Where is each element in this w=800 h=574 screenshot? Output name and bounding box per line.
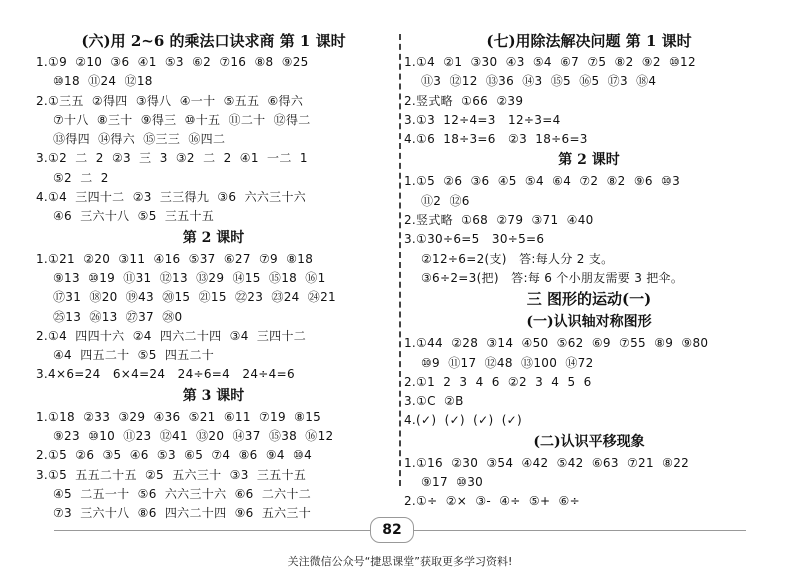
section-title: (六)用 2~6 的乘法口诀求商 第 1 课时	[81, 32, 346, 50]
answer-line: ⑩18 ⑪24 ⑫18	[53, 74, 153, 89]
answer-line: 1.①9 ②10 ③6 ④1 ⑤3 ⑥2 ⑦16 ⑧8 ⑨25	[36, 55, 309, 69]
answer-line: 2.①5 ②6 ③5 ④6 ⑤3 ⑥5 ⑦4 ⑧6 ⑨4 ⑩4	[36, 448, 313, 463]
answer-line: ④4 四五二十 ⑤5 四五二十	[53, 348, 215, 363]
answer-line: 2.①÷ ②× ③- ④÷ ⑤+ ⑥÷	[404, 494, 580, 509]
answer-line: ⑩9 ⑪17 ⑫48 ⑬100 ⑭72	[421, 355, 594, 370]
answer-line: ⑦十八 ⑧三十 ⑨得三 ⑩十五 ⑪二十 ⑫得二	[53, 112, 311, 127]
answer-line: ④5 二五一十 ⑤6 六六三十六 ⑥6 二六十二	[53, 486, 312, 501]
answer-line: ⑤2 二 2	[53, 170, 109, 185]
answer-line: 2.①4 四四十六 ②4 四六二十四 ③4 三四十二	[36, 328, 307, 343]
answer-line: 3.①3 12÷4=3 12÷3=4	[404, 112, 561, 127]
answer-line: 2.①三五 ②得四 ③得八 ④一十 ⑤五五 ⑥得六	[36, 93, 304, 108]
left-column	[36, 30, 391, 524]
page-number: 82	[370, 517, 414, 543]
answer-line: 1.①5 ②6 ③6 ④5 ⑤4 ⑥4 ⑦2 ⑧2 ⑨6 ⑩3	[404, 174, 681, 189]
answer-line: ㉕13 ㉖13 ㉗37 ㉘0	[53, 309, 183, 324]
answer-line: 2.①1 2 3 4 6 ②2 3 4 5 6	[404, 374, 592, 389]
lesson-title: 第 2 课时	[182, 229, 245, 246]
answer-line: ③6÷2=3(把) 答:每 6 个小朋友需要 3 把伞。	[421, 270, 684, 285]
answer-line: 3.①5 五五二十五 ②5 五六三十 ③3 三五十五	[36, 467, 307, 482]
answer-line: ⑪2 ⑫6	[421, 193, 470, 208]
answer-line: 4.(✓) (✓) (✓) (✓)	[404, 413, 523, 428]
answer-line: 1.①16 ②30 ③54 ④42 ⑤42 ⑥63 ⑦21 ⑧22	[404, 455, 690, 470]
answer-line: ④6 三六十八 ⑤5 三五十五	[53, 209, 215, 224]
answer-line: 4.①6 18÷3=6 ②3 18÷6=3	[404, 132, 588, 147]
answer-line: ⑪3 ⑫12 ⑬36 ⑭3 ⑮5 ⑯5 ⑰3 ⑱4	[421, 74, 657, 89]
answer-line: ②12÷6=2(支) 答:每人分 2 支。	[421, 251, 614, 266]
answer-line: 4.①4 三四十二 ②3 三三得九 ③6 六六三十六	[36, 190, 307, 205]
answer-line: 1.①18 ②33 ③29 ④36 ⑤21 ⑥11 ⑦19 ⑧15	[36, 409, 322, 424]
lesson-title: 第 2 课时	[558, 152, 620, 169]
subsection-title: (二)认识平移现象	[533, 433, 645, 450]
answer-line: ⑦3 三六十八 ⑧6 四六二十四 ⑨6 五六三十	[53, 506, 312, 521]
section-title: (七)用除法解决问题 第 1 课时	[486, 32, 692, 50]
answer-line: 1.①21 ②20 ③11 ④16 ⑤37 ⑥27 ⑦9 ⑧18	[36, 251, 314, 266]
answer-line: 1.①44 ②28 ③14 ④50 ⑤62 ⑥9 ⑦55 ⑧9 ⑨80	[404, 336, 709, 351]
answer-line: 2.竖式略 ①66 ②39	[404, 93, 524, 108]
unit-title: 三 图形的运动(一)	[526, 290, 652, 309]
answer-line: ⑨23 ⑩10 ⑪23 ⑫41 ⑬20 ⑭37 ⑮38 ⑯12	[53, 429, 334, 444]
answer-line: ⑰31 ⑱20 ⑲43 ⑳15 ㉑15 ㉒23 ㉓24 ㉔21	[53, 290, 336, 305]
right-column	[404, 30, 774, 512]
answer-line: 2.竖式略 ①68 ②79 ③71 ④40	[404, 213, 594, 228]
column-divider	[399, 34, 401, 486]
answer-line: 3.①30÷6=5 30÷5=6	[404, 232, 545, 247]
footer-note: 关注微信公众号“捷思课堂”获取更多学习资料!	[287, 555, 513, 568]
answer-line: ⑬得四 ⑭得六 ⑮三三 ⑯四二	[53, 132, 226, 147]
answer-line: 3.①C ②B	[404, 394, 464, 409]
subsection-title: (一)认识轴对称图形	[526, 314, 652, 331]
lesson-title: 第 3 课时	[182, 387, 245, 404]
answer-line: ⑨17 ⑩30	[421, 475, 484, 490]
answer-line: ⑨13 ⑩19 ⑪31 ⑫13 ⑬29 ⑭15 ⑮18 ⑯1	[53, 270, 326, 285]
answer-line: 3.①2 二 2 ②3 三 3 ③2 二 2 ④1 一二 1	[36, 151, 308, 166]
answer-line: 3.4×6=24 6×4=24 24÷6=4 24÷4=6	[36, 367, 295, 382]
answer-line: 1.①4 ②1 ③30 ④3 ⑤4 ⑥7 ⑦5 ⑧2 ⑨2 ⑩12	[404, 55, 696, 69]
